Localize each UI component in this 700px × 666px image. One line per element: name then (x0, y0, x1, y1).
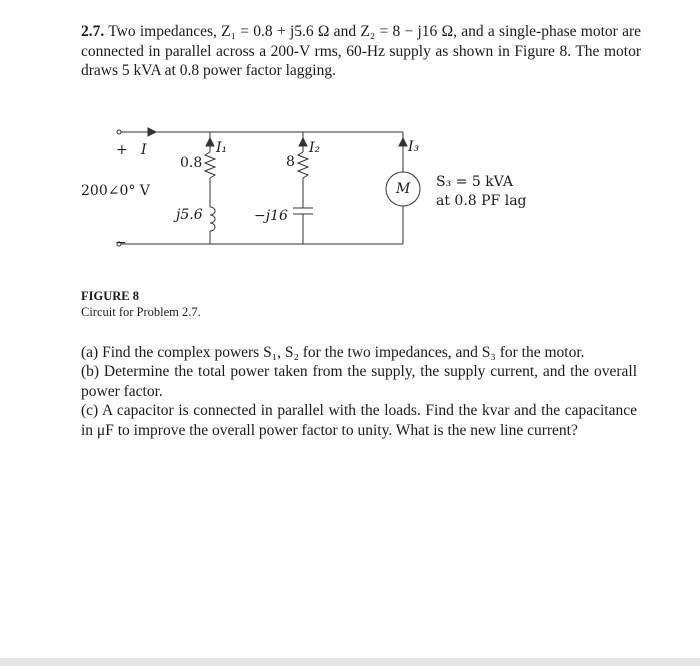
question-a: (a) Find the complex powers S₁, S₂ for the two impedances, and S₃ for the motor. (81, 344, 585, 361)
source-voltage-label: 200∠0° V (81, 183, 150, 199)
branch2-current-label: I₂ (309, 140, 321, 156)
problem-number: 2.7. (81, 23, 105, 40)
current-arrow-i2 (299, 138, 307, 146)
minus-sign: − (115, 235, 127, 251)
questions (81, 343, 637, 440)
figure-caption-text: Circuit for Problem 2.7. (81, 305, 201, 319)
question-c: (c) A capacitor is connected in parallel with the loads. Find the kvar and the capacitance in μF to improve the overall power factor to unity. What is the new line current? (81, 402, 637, 439)
branch2-resistor (298, 152, 308, 178)
branch1-current-label: I₁ (216, 140, 228, 156)
current-arrow-i1 (206, 138, 214, 146)
motor-pf-label: at 0.8 PF lag (436, 193, 527, 209)
current-arrow-i (148, 128, 156, 136)
problem-text: Two impedances, Z₁ = 0.8 + j5.6 Ω and Z₂ = 8 − j16 Ω, and a single-phase motor are connected in parallel across a 200-V rms, 60-Hz supply as shown in Figure 8. The motor draws 5 kVA at 0.8 power factor lagging. (81, 23, 641, 79)
motor-power-label: S₃ = 5 kVA (436, 174, 513, 190)
circuit-figure (78, 122, 548, 272)
branch1-resistance-label: 0.8 (180, 155, 203, 171)
motor-symbol: M (396, 181, 411, 197)
bottom-bar (0, 658, 700, 666)
top-terminal (117, 130, 121, 134)
current-arrow-i3 (399, 138, 407, 146)
branch1-resistor (205, 152, 215, 178)
branch2-resistance-label: 8 (286, 154, 295, 170)
source-current-label: I (141, 142, 147, 158)
branch2-reactance-label: −j16 (254, 208, 288, 224)
question-b: (b) Determine the total power taken from the supply, the supply current, and the overall power factor. (81, 363, 637, 400)
plus-sign: + (116, 142, 128, 158)
branch1-inductor (210, 207, 215, 231)
branch3-current-label: I₃ (408, 139, 420, 155)
branch1-reactance-label: j5.6 (176, 207, 203, 223)
problem-statement (81, 22, 641, 81)
figure-caption-title: FIGURE 8 (81, 289, 139, 303)
